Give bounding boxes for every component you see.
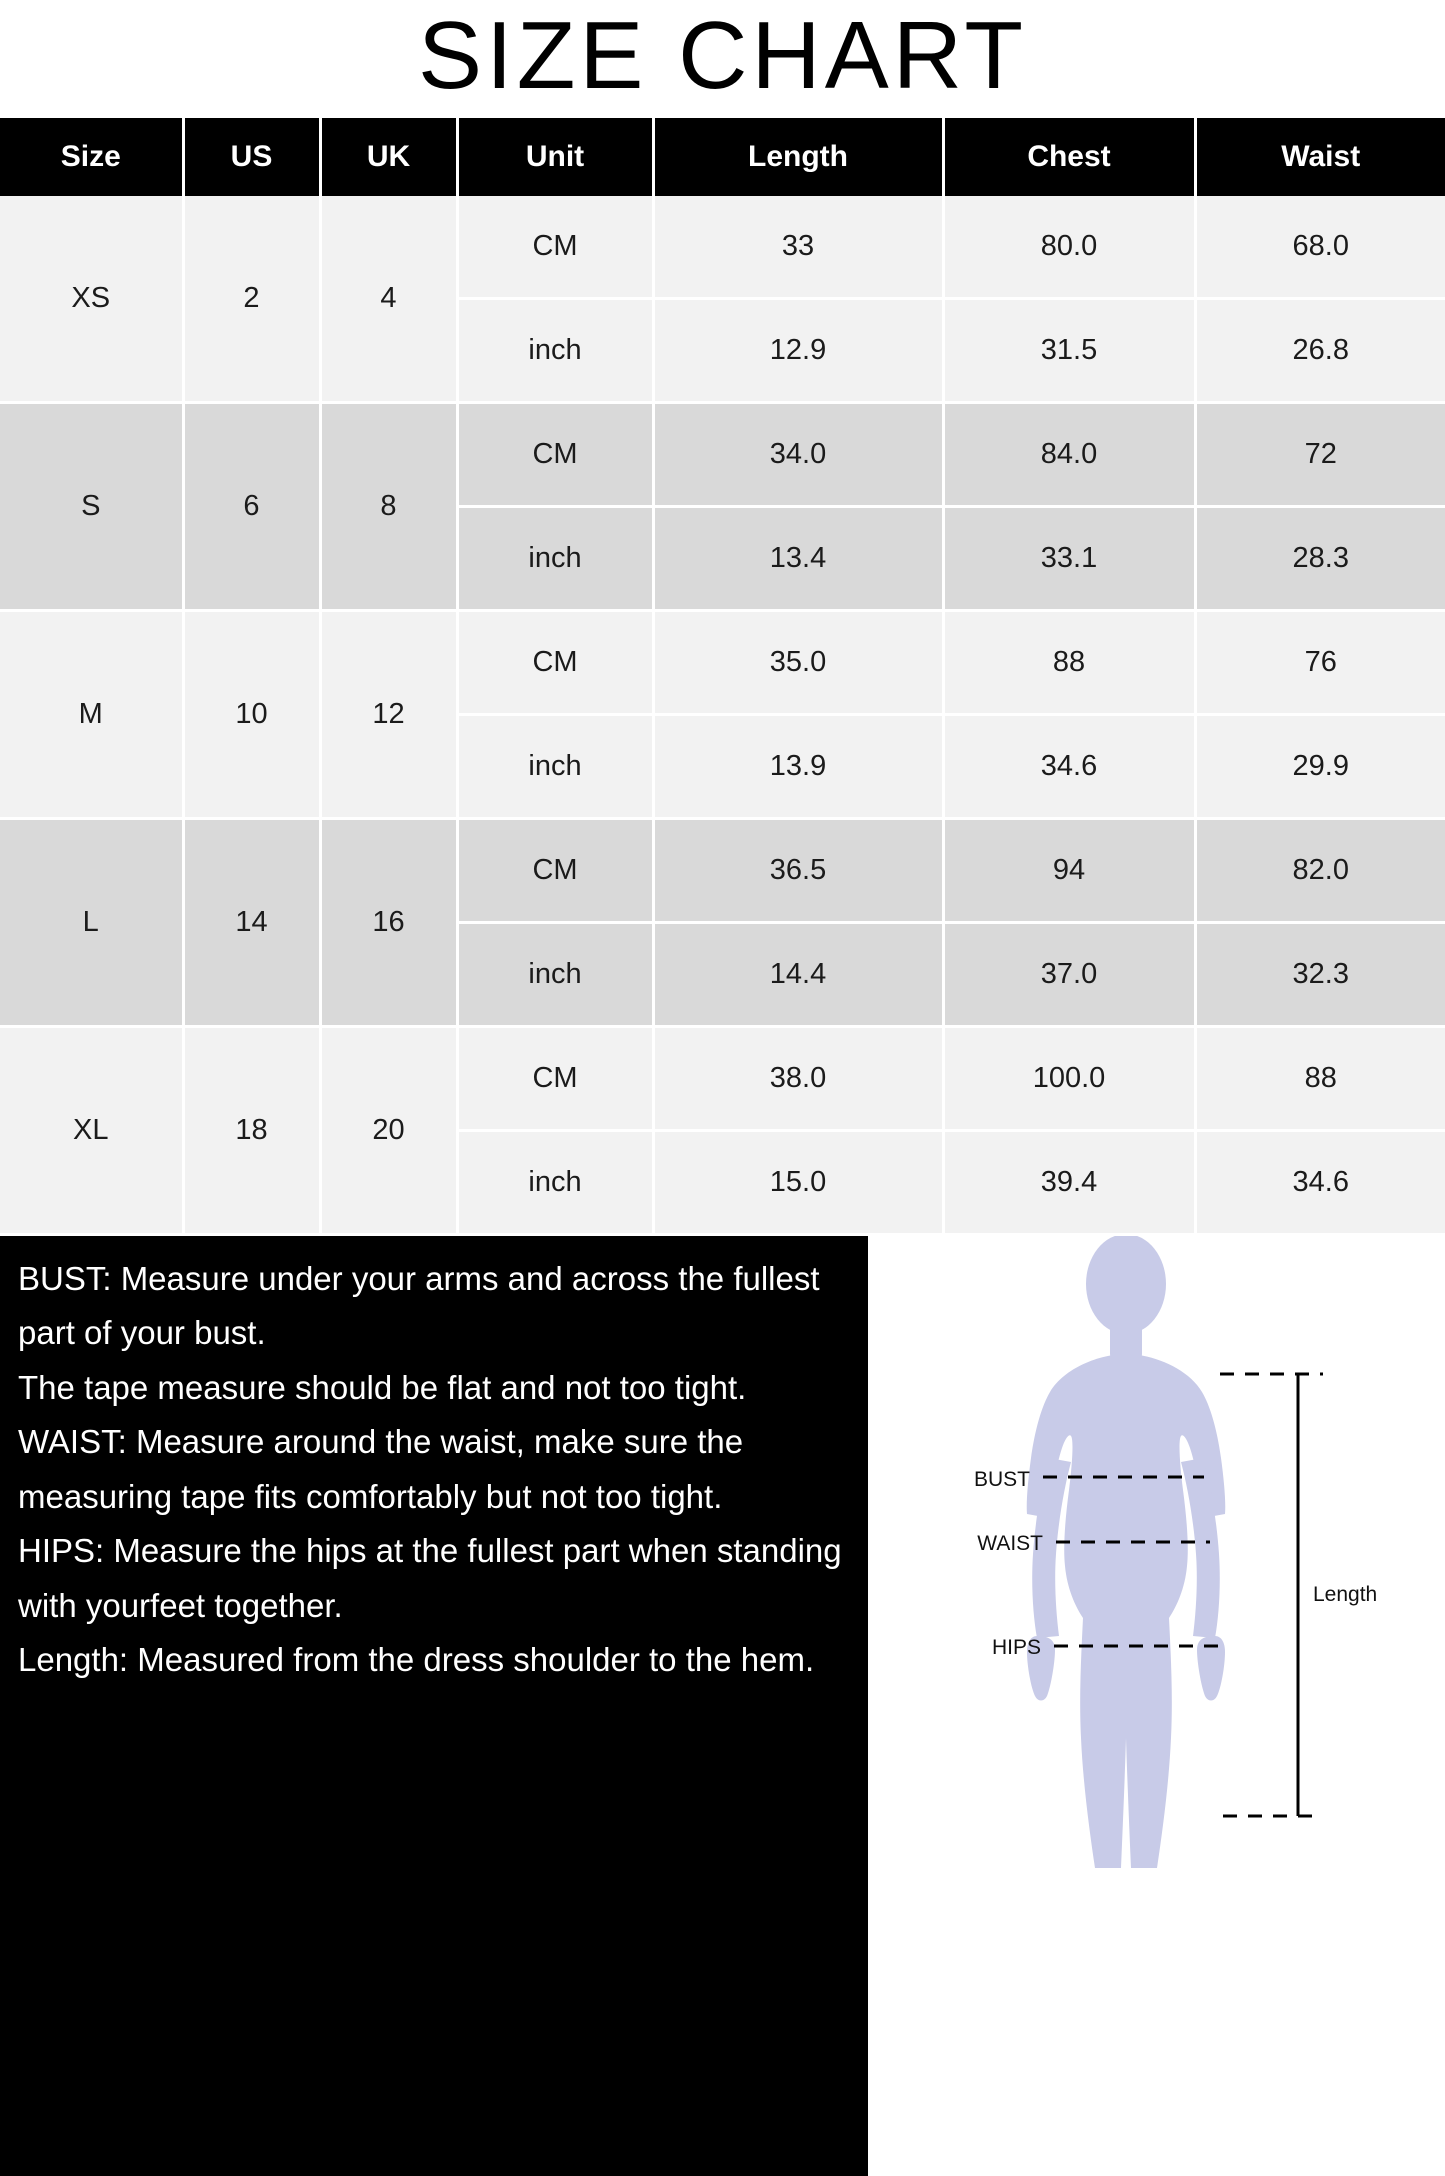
cell-unit: inch xyxy=(457,299,653,403)
cell-length: 33 xyxy=(653,196,943,299)
size-chart-table xyxy=(0,118,1445,1236)
cell-length: 35.0 xyxy=(653,611,943,715)
cell-length: 14.4 xyxy=(653,923,943,1027)
page-title: SIZE CHART xyxy=(418,2,1027,109)
note-tape: The tape measure should be flat and not too tight. xyxy=(18,1368,747,1406)
cell-us: 14 xyxy=(183,819,320,1027)
cell-size: M xyxy=(0,611,183,819)
waist-label: WAIST xyxy=(977,1532,1043,1555)
cell-chest: 37.0 xyxy=(943,923,1195,1027)
cell-unit: inch xyxy=(457,923,653,1027)
cell-size: XL xyxy=(0,1027,183,1235)
cell-waist: 72 xyxy=(1195,403,1445,507)
measurement-instructions-section xyxy=(0,1236,1445,2176)
column-header-length: Length xyxy=(653,118,943,196)
length-label: Length xyxy=(1313,1583,1378,1606)
table-row xyxy=(0,196,1445,299)
table-row xyxy=(0,819,1445,923)
cell-waist: 68.0 xyxy=(1195,196,1445,299)
cell-unit: inch xyxy=(457,715,653,819)
bust-label: BUST xyxy=(973,1468,1030,1491)
cell-uk: 8 xyxy=(320,403,457,611)
cell-us: 6 xyxy=(183,403,320,611)
column-header-size: Size xyxy=(0,118,183,196)
cell-length: 36.5 xyxy=(653,819,943,923)
cell-waist: 88 xyxy=(1195,1027,1445,1131)
note-bust: BUST: Measure under your arms and across the fullest part of your bust. xyxy=(18,1260,820,1352)
cell-chest: 100.0 xyxy=(943,1027,1195,1131)
cell-uk: 4 xyxy=(320,196,457,403)
cell-length: 12.9 xyxy=(653,299,943,403)
cell-size: XS xyxy=(0,196,183,403)
cell-uk: 20 xyxy=(320,1027,457,1235)
cell-length: 15.0 xyxy=(653,1131,943,1235)
column-header-unit: Unit xyxy=(457,118,653,196)
cell-unit: inch xyxy=(457,1131,653,1235)
cell-length: 34.0 xyxy=(653,403,943,507)
cell-unit: CM xyxy=(457,819,653,923)
cell-length: 13.4 xyxy=(653,507,943,611)
cell-waist: 82.0 xyxy=(1195,819,1445,923)
cell-length: 13.9 xyxy=(653,715,943,819)
cell-chest: 88 xyxy=(943,611,1195,715)
cell-uk: 12 xyxy=(320,611,457,819)
cell-chest: 31.5 xyxy=(943,299,1195,403)
cell-size: L xyxy=(0,819,183,1027)
hips-label: HIPS xyxy=(991,1636,1041,1659)
note-hips: HIPS: Measure the hips at the fullest part when standing with yourfeet together. xyxy=(18,1532,842,1624)
table-row xyxy=(0,403,1445,507)
cell-chest: 80.0 xyxy=(943,196,1195,299)
column-header-uk: UK xyxy=(320,118,457,196)
table-row xyxy=(0,1027,1445,1131)
note-waist: WAIST: Measure around the waist, make sure the measuring tape fits comfortably but not too tight. xyxy=(18,1423,744,1515)
cell-unit: CM xyxy=(457,403,653,507)
note-length: Length: Measured from the dress shoulder to the hem. xyxy=(18,1641,815,1679)
cell-chest: 33.1 xyxy=(943,507,1195,611)
column-header-us: US xyxy=(183,118,320,196)
female-silhouette xyxy=(1027,1236,1226,1868)
cell-chest: 39.4 xyxy=(943,1131,1195,1235)
table-header-row xyxy=(0,118,1445,196)
cell-us: 10 xyxy=(183,611,320,819)
cell-waist: 28.3 xyxy=(1195,507,1445,611)
cell-unit: CM xyxy=(457,611,653,715)
cell-length: 38.0 xyxy=(653,1027,943,1131)
cell-uk: 16 xyxy=(320,819,457,1027)
cell-unit: CM xyxy=(457,1027,653,1131)
cell-chest: 34.6 xyxy=(943,715,1195,819)
cell-unit: inch xyxy=(457,507,653,611)
cell-waist: 76 xyxy=(1195,611,1445,715)
cell-us: 18 xyxy=(183,1027,320,1235)
body-measurement-figure xyxy=(868,1236,1445,2176)
column-header-waist: Waist xyxy=(1195,118,1445,196)
cell-unit: CM xyxy=(457,196,653,299)
column-header-chest: Chest xyxy=(943,118,1195,196)
table-row xyxy=(0,611,1445,715)
cell-chest: 84.0 xyxy=(943,403,1195,507)
cell-waist: 26.8 xyxy=(1195,299,1445,403)
cell-waist: 32.3 xyxy=(1195,923,1445,1027)
cell-chest: 94 xyxy=(943,819,1195,923)
cell-waist: 34.6 xyxy=(1195,1131,1445,1235)
cell-size: S xyxy=(0,403,183,611)
cell-waist: 29.9 xyxy=(1195,715,1445,819)
cell-us: 2 xyxy=(183,196,320,403)
measurement-notes xyxy=(0,1236,868,2176)
